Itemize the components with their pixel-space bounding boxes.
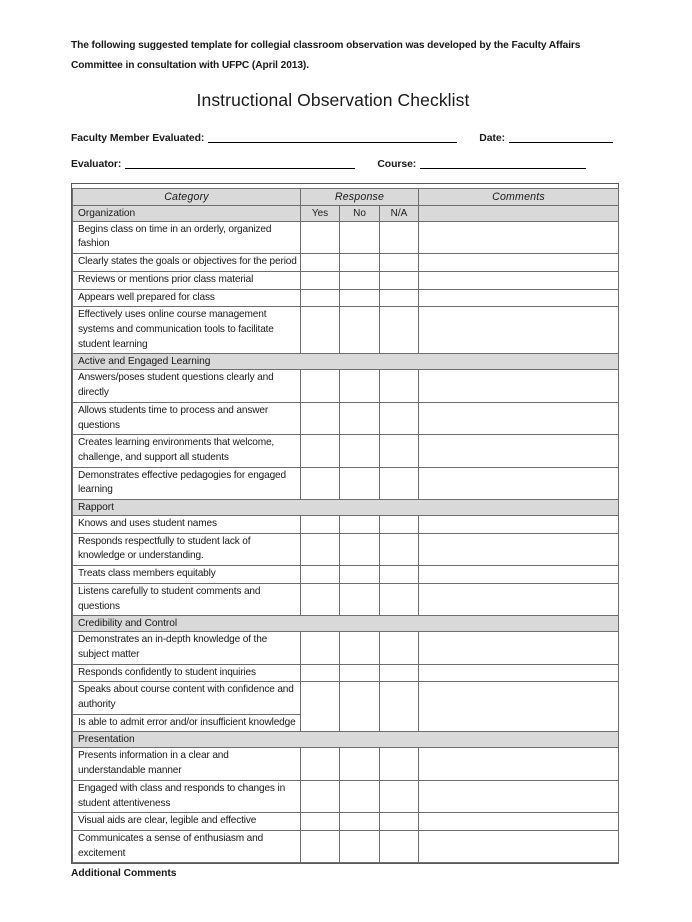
- comments-cell[interactable]: [419, 748, 619, 780]
- table-row: [73, 632, 619, 664]
- comments-cell[interactable]: [419, 533, 619, 565]
- comments-cell[interactable]: [419, 516, 619, 534]
- evaluator-input[interactable]: [125, 157, 355, 169]
- comments-cell[interactable]: [419, 467, 619, 499]
- section-comments-cell: [419, 205, 619, 221]
- response-cell-no[interactable]: [340, 289, 380, 307]
- response-cell-no[interactable]: [340, 516, 380, 534]
- response-cell-na[interactable]: [380, 830, 419, 862]
- faculty-date-field-row: [71, 131, 617, 144]
- response-cell-yes[interactable]: [301, 566, 340, 584]
- response-cell-no[interactable]: [340, 402, 380, 434]
- response-cell-yes[interactable]: [301, 533, 340, 565]
- checklist-item-label: Treats class members equitably: [73, 566, 301, 584]
- comments-cell[interactable]: [419, 289, 619, 307]
- response-cell-yes[interactable]: [301, 370, 340, 402]
- checklist-table-frame: [71, 183, 619, 865]
- table-row: [73, 533, 619, 565]
- comments-cell[interactable]: [419, 435, 619, 467]
- comments-cell[interactable]: [419, 307, 619, 354]
- response-cell-na[interactable]: [380, 370, 419, 402]
- section-header-row: [73, 616, 619, 632]
- response-cell-yes[interactable]: [301, 813, 340, 831]
- comments-cell[interactable]: [419, 402, 619, 434]
- checklist-item-label: Responds respectfully to student lack of knowledge or understanding.: [73, 533, 301, 565]
- response-cell-no[interactable]: [340, 370, 380, 402]
- response-cell-no[interactable]: [340, 271, 380, 289]
- comments-cell[interactable]: [419, 271, 619, 289]
- checklist-item-label: Clearly states the goals or objectives for the period: [73, 254, 301, 272]
- checklist-item-label: Demonstrates effective pedagogies for engaged learning: [73, 467, 301, 499]
- response-cell-na[interactable]: [380, 307, 419, 354]
- checklist-item-label: Responds confidently to student inquiries: [73, 664, 301, 682]
- response-cell-no[interactable]: [340, 566, 380, 584]
- evaluator-course-field-row: [71, 157, 617, 170]
- response-cell-no[interactable]: [340, 682, 380, 732]
- response-cell-no[interactable]: [340, 467, 380, 499]
- response-cell-yes[interactable]: [301, 289, 340, 307]
- checklist-item-label: Effectively uses online course management systems and communication tools to facilitate student learning: [73, 307, 301, 354]
- checklist-item-label: Visual aids are clear, legible and effective: [73, 813, 301, 831]
- response-cell-no[interactable]: [340, 533, 380, 565]
- response-cell-yes[interactable]: [301, 748, 340, 780]
- table-row: [73, 682, 619, 714]
- response-cell-na[interactable]: [380, 632, 419, 664]
- comments-cell[interactable]: [419, 682, 619, 732]
- response-cell-no[interactable]: [340, 780, 380, 812]
- observation-checklist-table: [72, 188, 619, 864]
- comments-cell[interactable]: [419, 830, 619, 862]
- table-row: [73, 813, 619, 831]
- response-cell-yes[interactable]: [301, 830, 340, 862]
- table-row: [73, 780, 619, 812]
- table-row: [73, 271, 619, 289]
- section-title: Credibility and Control: [73, 616, 619, 632]
- checklist-item-label: Creates learning environments that welcome, challenge, and support all students: [73, 435, 301, 467]
- table-row: [73, 748, 619, 780]
- response-cell-no[interactable]: [340, 748, 380, 780]
- table-row: [73, 254, 619, 272]
- table-row: [73, 467, 619, 499]
- response-cell-na[interactable]: [380, 402, 419, 434]
- table-row: [73, 221, 619, 253]
- response-cell-no[interactable]: [340, 632, 380, 664]
- response-cell-no[interactable]: [340, 664, 380, 682]
- response-cell-na[interactable]: [380, 516, 419, 534]
- response-cell-yes[interactable]: [301, 467, 340, 499]
- course-label: Course:: [377, 158, 417, 170]
- faculty-member-label: Faculty Member Evaluated:: [71, 132, 205, 144]
- table-row: [73, 830, 619, 862]
- checklist-item-label: Demonstrates an in-depth knowledge of the subject matter: [73, 632, 301, 664]
- response-cell-na[interactable]: [380, 813, 419, 831]
- response-cell-yes[interactable]: [301, 254, 340, 272]
- response-cell-na[interactable]: [380, 254, 419, 272]
- course-input[interactable]: [420, 157, 586, 169]
- response-header-na: N/A: [380, 205, 419, 221]
- section-title: Active and Engaged Learning: [73, 354, 619, 370]
- table-row: [73, 583, 619, 615]
- section-header-row: [73, 205, 619, 221]
- response-cell-na[interactable]: [380, 780, 419, 812]
- checklist-item-label: Answers/poses student questions clearly and directly: [73, 370, 301, 402]
- comments-cell[interactable]: [419, 566, 619, 584]
- comments-cell[interactable]: [419, 780, 619, 812]
- response-cell-yes[interactable]: [301, 664, 340, 682]
- table-row: [73, 516, 619, 534]
- response-cell-na[interactable]: [380, 435, 419, 467]
- response-cell-na[interactable]: [380, 682, 419, 732]
- response-cell-na[interactable]: [380, 664, 419, 682]
- checklist-item-label: Listens carefully to student comments and questions: [73, 583, 301, 615]
- section-title: Presentation: [73, 732, 619, 748]
- intro-paragraph: The following suggested template for collegial classroom observation was developed by the Faculty Affairs Committee in consultation with UFPC (April 2013).: [71, 40, 581, 71]
- response-cell-na[interactable]: [380, 271, 419, 289]
- section-title: Organization: [73, 205, 301, 221]
- table-row: [73, 566, 619, 584]
- response-cell-na[interactable]: [380, 748, 419, 780]
- column-header-category: Category: [73, 188, 301, 205]
- comments-cell[interactable]: [419, 221, 619, 253]
- table-row: [73, 402, 619, 434]
- response-cell-no[interactable]: [340, 813, 380, 831]
- checklist-item-label: Is able to admit error and/or insufficient knowledge: [73, 714, 301, 732]
- response-cell-na[interactable]: [380, 467, 419, 499]
- date-input[interactable]: [509, 131, 613, 143]
- table-row: [73, 370, 619, 402]
- response-cell-yes[interactable]: [301, 583, 340, 615]
- response-cell-no[interactable]: [340, 435, 380, 467]
- table-row: [73, 289, 619, 307]
- checklist-item-label: Begins class on time in an orderly, organized fashion: [73, 221, 301, 253]
- checklist-item-label: Engaged with class and responds to changes in student attentiveness: [73, 780, 301, 812]
- checklist-item-label: Speaks about course content with confidence and authority: [73, 682, 301, 714]
- response-cell-no[interactable]: [340, 254, 380, 272]
- section-header-row: [73, 354, 619, 370]
- date-label: Date:: [479, 132, 506, 144]
- comments-cell[interactable]: [419, 632, 619, 664]
- response-cell-na[interactable]: [380, 566, 419, 584]
- response-cell-yes[interactable]: [301, 402, 340, 434]
- comments-cell[interactable]: [419, 664, 619, 682]
- table-header-row: [73, 188, 619, 205]
- response-cell-yes[interactable]: [301, 780, 340, 812]
- checklist-item-label: Presents information in a clear and understandable manner: [73, 748, 301, 780]
- checklist-item-label: Appears well prepared for class: [73, 289, 301, 307]
- faculty-member-input[interactable]: [208, 131, 457, 143]
- evaluator-label: Evaluator:: [71, 158, 122, 170]
- section-header-row: [73, 500, 619, 516]
- response-cell-na[interactable]: [380, 221, 419, 253]
- page-title: Instructional Observation Checklist: [196, 89, 470, 110]
- checklist-item-label: Knows and uses student names: [73, 516, 301, 534]
- response-header-no: No: [340, 205, 380, 221]
- response-cell-no[interactable]: [340, 583, 380, 615]
- checklist-item-label: Allows students time to process and answer questions: [73, 402, 301, 434]
- response-cell-yes[interactable]: [301, 516, 340, 534]
- response-header-yes: Yes: [301, 205, 340, 221]
- table-row: [73, 664, 619, 682]
- column-header-comments: Comments: [419, 188, 619, 205]
- response-cell-na[interactable]: [380, 583, 419, 615]
- column-header-response: Response: [301, 188, 419, 205]
- response-cell-yes[interactable]: [301, 307, 340, 354]
- response-cell-yes[interactable]: [301, 682, 340, 732]
- table-row: [73, 307, 619, 354]
- checklist-item-label: Reviews or mentions prior class material: [73, 271, 301, 289]
- response-cell-yes[interactable]: [301, 271, 340, 289]
- section-title: Rapport: [73, 500, 619, 516]
- response-cell-no[interactable]: [340, 307, 380, 354]
- response-cell-yes[interactable]: [301, 435, 340, 467]
- table-row: [73, 435, 619, 467]
- comments-cell[interactable]: [419, 583, 619, 615]
- response-cell-na[interactable]: [380, 533, 419, 565]
- document-content: [71, 36, 617, 879]
- response-cell-na[interactable]: [380, 289, 419, 307]
- section-header-row: [73, 732, 619, 748]
- comments-cell[interactable]: [419, 254, 619, 272]
- response-cell-yes[interactable]: [301, 221, 340, 253]
- response-cell-no[interactable]: [340, 830, 380, 862]
- checklist-item-label: Communicates a sense of enthusiasm and excitement: [73, 830, 301, 862]
- comments-cell[interactable]: [419, 370, 619, 402]
- comments-cell[interactable]: [419, 813, 619, 831]
- response-cell-yes[interactable]: [301, 632, 340, 664]
- additional-comments-label: Additional Comments: [71, 868, 177, 880]
- response-cell-no[interactable]: [340, 221, 380, 253]
